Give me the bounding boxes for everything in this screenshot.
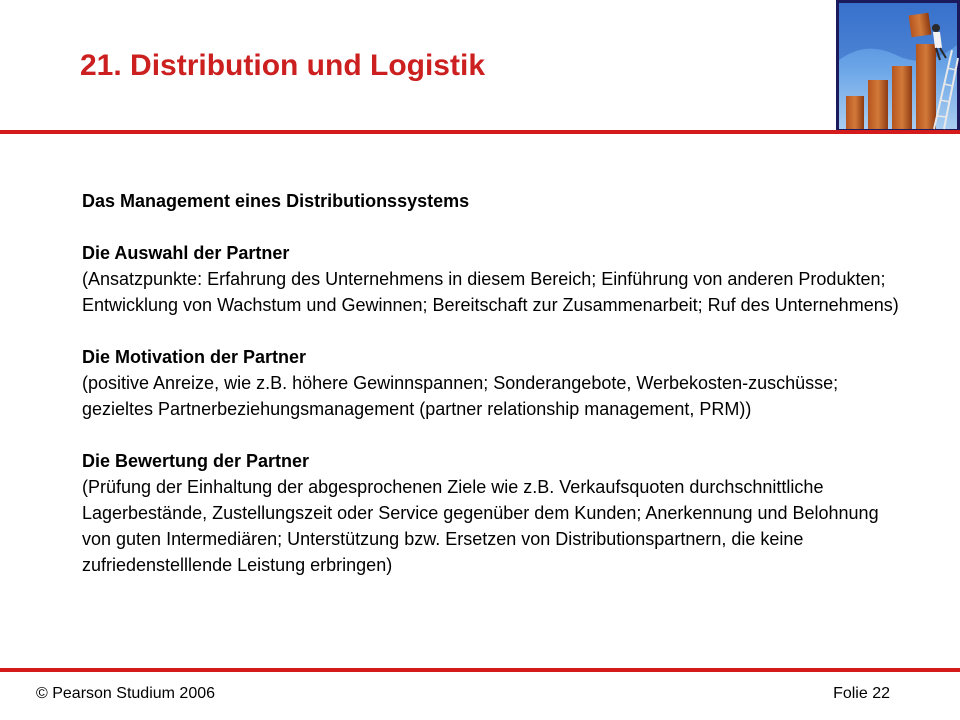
growth-bars-ladder-image <box>836 0 960 132</box>
footer-divider <box>0 668 960 672</box>
title-divider <box>0 130 960 134</box>
section-text-evaluation: (Prüfung der Einhaltung der abgesprochenen Ziele wie z.B. Verkaufsquoten durchschnittliche Lagerbestände, Zustellungszeit oder Service gegenüber dem Kunden; Anerkennung und Belohnung von guten Intermediären; Unterstützung bzw. Ersetzen von Distributionspartnern, die keine zufriedenstelllende Leistung erbringen) <box>82 477 879 575</box>
section-heading-selection: Die Auswahl der Partner <box>82 243 290 263</box>
section-heading-motivation: Die Motivation der Partner <box>82 347 307 367</box>
slide-content <box>82 188 902 578</box>
slide-title: 21. Distribution und Logistik <box>80 49 485 82</box>
content-heading: Das Management eines Distributionssystems <box>82 191 470 211</box>
section-text-selection: (Ansatzpunkte: Erfahrung des Unternehmens in diesem Bereich; Einführung von anderen Produkten; Entwicklung von Wachstum und Gewinnen; Bereitschaft zur Zusammenarbeit; Ruf des Unternehmens) <box>82 269 899 315</box>
copyright-notice: © Pearson Studium 2006 <box>36 685 216 702</box>
section-text-motivation: (positive Anreize, wie z.B. höhere Gewinnspannen; Sonderangebote, Werbekosten-zuschüsse; gezieltes Partnerbeziehungsmanagement (partner relationship management, PRM)) <box>82 373 839 419</box>
growth-bars-illustration <box>836 0 960 132</box>
section-heading-evaluation: Die Bewertung der Partner <box>82 451 310 471</box>
slide-number: Folie 22 <box>833 685 890 702</box>
